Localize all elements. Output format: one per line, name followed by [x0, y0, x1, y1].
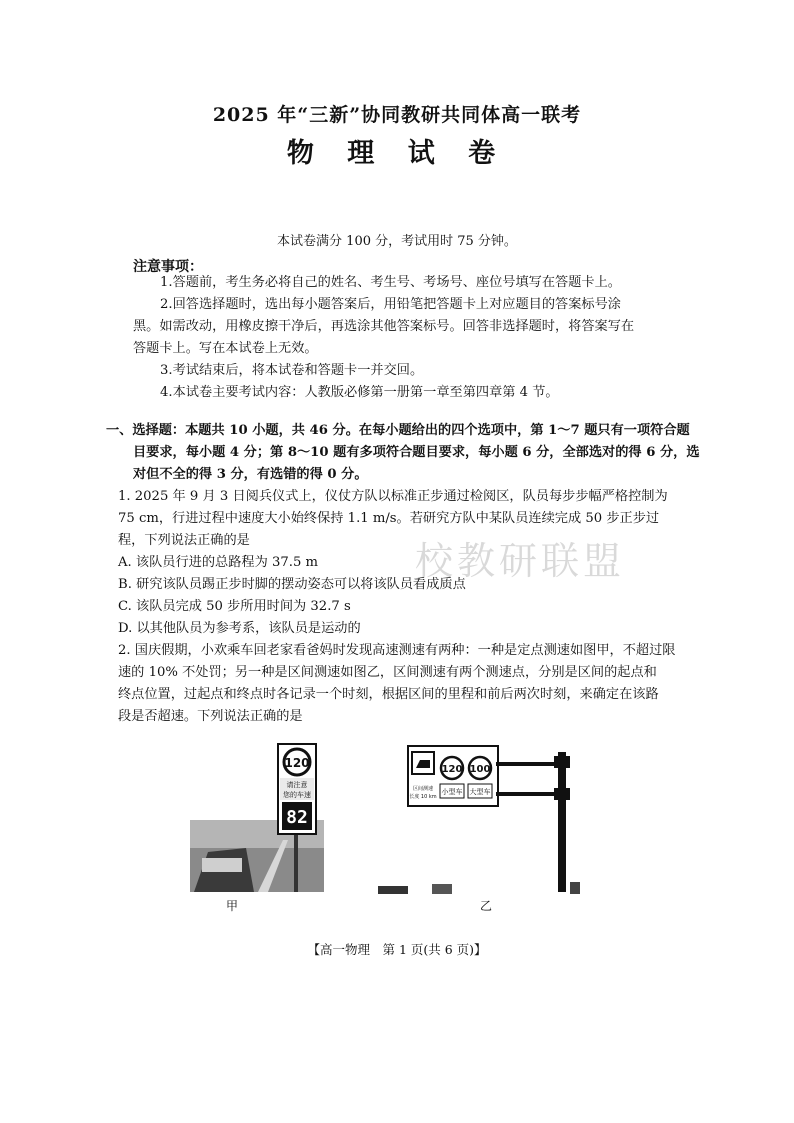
- jia-sign-text-1: 请注意: [286, 781, 308, 789]
- option-d: D. 以其他队员为参考系，该队员是运动的: [118, 621, 361, 636]
- yi-limit-car: 120: [441, 764, 463, 775]
- option-a: A. 该队员行进的总路程为 37.5 m: [118, 555, 319, 570]
- section-heading-line: 目要求，每小题 4 分；第 8～10 题有多项符合题目要求，每小题 6 分，全部选对的得 6 分，选: [133, 445, 700, 460]
- notice-line: 1.答题前，考生务必将自己的姓名、考生号、考场号、座位号填写在答题卡上。: [160, 275, 621, 290]
- watermark: 校教研联盟: [415, 539, 626, 583]
- notice-line: 3.考试结束后，将本试卷和答题卡一并交回。: [160, 363, 424, 378]
- jia-speed: 82: [286, 807, 308, 828]
- notice-heading: 注意事项：: [133, 259, 203, 275]
- caption-yi: 乙: [480, 899, 493, 913]
- jia-sign-text-2: 您的车速: [283, 791, 311, 799]
- question-1-stem: 1. 2025 年 9 月 3 日阅兵仪式上，仪仗方队以标准正步通过检阅区，队员每步步幅严格控制为: [118, 489, 668, 504]
- figure-jia: [188, 740, 328, 895]
- page-footer: 【高一物理 第 1 页(共 6 页)】: [307, 942, 487, 957]
- notice-line: 黑。如需改动，用橡皮擦干净后，再选涂其他答案标号。回答非选择题时，将答案写在: [133, 319, 635, 334]
- exam-title: 2025 年“三新”协同教研共同体高一联考: [212, 104, 582, 126]
- yi-label-car: 小型车: [441, 788, 463, 796]
- question-2-stem: 2. 国庆假期，小欢乘车回老家看爸妈时发现高速测速有两种：一种是定点测速如图甲，不超过限: [118, 643, 676, 658]
- jia-limit: 120: [284, 756, 310, 770]
- section-heading-line: 对但不全的得 3 分，有选错的得 0 分。: [133, 467, 368, 482]
- question-1-stem: 程，下列说法正确的是: [118, 533, 250, 548]
- yi-limit-truck: 100: [469, 764, 491, 775]
- question-1-stem: 75 cm，行进过程中速度大小始终保持 1.1 m/s。若研究方队中某队员连续完成 50 步正步过: [118, 511, 660, 526]
- gantry-arm: [496, 762, 560, 766]
- exam-info: 本试卷满分 100 分，考试用时 75 分钟。: [277, 234, 517, 249]
- subject-title: 物 理 试 卷: [286, 138, 508, 169]
- yi-label-small2: 长度 10 km: [409, 794, 437, 800]
- question-2-stem: 速的 10% 不处罚；另一种是区间测速如图乙，区间测速有两个测速点，分别是区间的起点和: [118, 665, 657, 680]
- notice-line: 4.本试卷主要考试内容：人教版必修第一册第一章至第四章第 4 节。: [160, 385, 559, 400]
- notice-line: 答题卡上。写在本试卷上无效。: [133, 341, 318, 356]
- caption-jia: 甲: [226, 899, 239, 913]
- notice-line: 2.回答选择题时，选出每小题答案后，用铅笔把答题卡上对应题目的答案标号涂: [160, 297, 621, 312]
- section-heading: 一、选择题：本题共 10 小题，共 46 分。在每小题给出的四个选项中，第 1～7 题只有一项符合题: [106, 423, 690, 438]
- figure-yi: [372, 738, 592, 896]
- yi-label-truck: 大型车: [469, 788, 491, 796]
- option-c: C. 该队员完成 50 步所用时间为 32.7 s: [118, 599, 351, 614]
- yi-label-small: 区间测速: [412, 786, 434, 792]
- question-2-stem: 终点位置，过起点和终点时各记录一个时刻，根据区间的里程和前后两次时刻，来确定在该路: [118, 687, 659, 702]
- option-b: B. 研究该队员踢正步时脚的摆动姿态可以将该队员看成质点: [118, 577, 466, 592]
- question-2-stem: 段是否超速。下列说法正确的是: [118, 709, 303, 724]
- gantry-pole: [558, 752, 566, 892]
